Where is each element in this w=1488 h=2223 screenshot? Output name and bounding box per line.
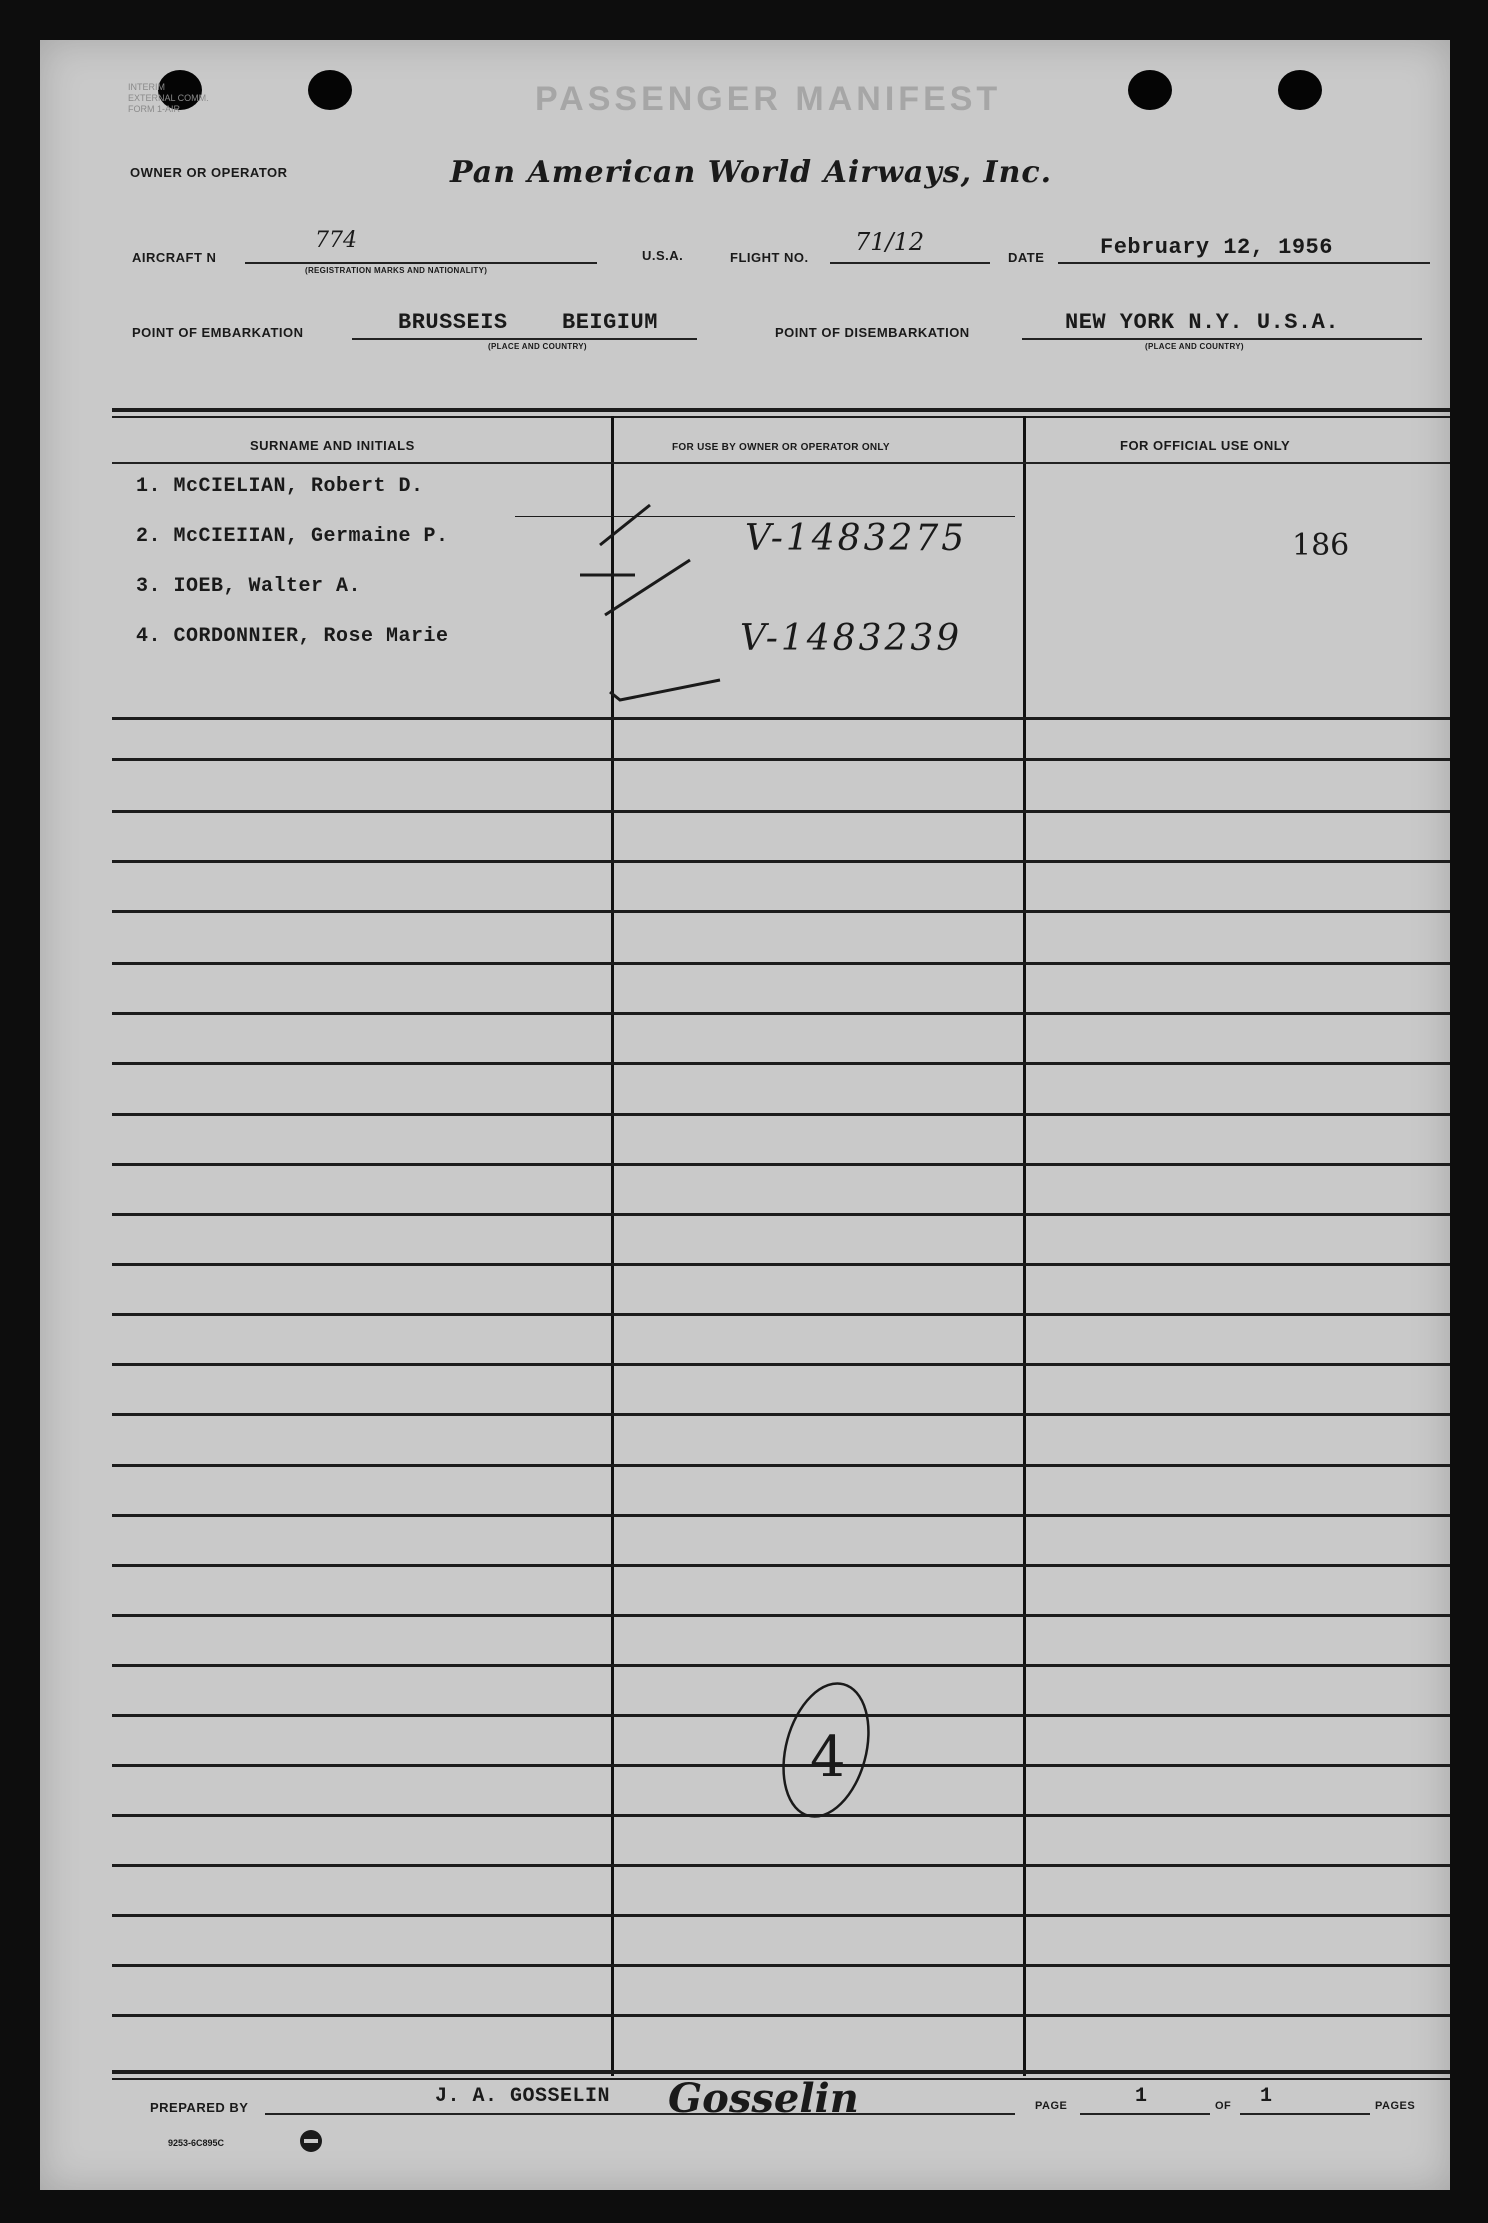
row-rule bbox=[112, 717, 1450, 720]
flight-label: FLIGHT NO. bbox=[730, 250, 809, 265]
form-code: 9253-6C895C bbox=[168, 2138, 225, 2148]
row-rule bbox=[112, 1514, 1450, 1517]
owner-label: OWNER OR OPERATOR bbox=[130, 165, 288, 180]
header-official: FOR OFFICIAL USE ONLY bbox=[1120, 438, 1291, 453]
prepared-label: PREPARED BY bbox=[150, 2100, 249, 2115]
row-rule bbox=[112, 1864, 1450, 1867]
row-rule bbox=[112, 810, 1450, 813]
check-marks bbox=[580, 460, 780, 720]
aircraft-underline bbox=[245, 262, 597, 264]
row-rule bbox=[112, 1664, 1450, 1667]
operator-number: V-1483239 bbox=[740, 618, 963, 659]
prepared-value: J. A. GOSSELIN bbox=[435, 2085, 611, 2108]
form-title: PASSENGER MANIFEST bbox=[535, 80, 1002, 118]
row-rule bbox=[112, 962, 1450, 965]
row-rule bbox=[112, 1413, 1450, 1416]
embark-sublabel: (PLACE AND COUNTRY) bbox=[488, 342, 587, 351]
passenger-name: 3. IOEB, Walter A. bbox=[136, 575, 362, 598]
embark-underline bbox=[352, 338, 697, 340]
passenger-name: 1. McCIELIAN, Robert D. bbox=[136, 475, 424, 498]
row-rule bbox=[112, 1464, 1450, 1467]
pages-label: PAGES bbox=[1375, 2100, 1416, 2112]
punch-hole bbox=[1128, 70, 1172, 110]
row-rule bbox=[112, 1263, 1450, 1266]
official-number: 186 bbox=[1292, 528, 1350, 563]
date-label: DATE bbox=[1008, 250, 1045, 265]
passenger-name: 4. CORDONNIER, Rose Marie bbox=[136, 625, 449, 648]
of-label: OF bbox=[1215, 2100, 1232, 2112]
of-underline bbox=[1240, 2113, 1370, 2115]
row-rule bbox=[112, 1113, 1450, 1116]
disembark-value: NEW YORK N.Y. U.S.A. bbox=[1065, 310, 1340, 335]
table-top-rule bbox=[112, 416, 1450, 418]
row-rule bbox=[112, 910, 1450, 913]
embark-city: BRUSSEIS bbox=[398, 310, 508, 335]
page-label: PAGE bbox=[1035, 2100, 1068, 2112]
row-rule bbox=[112, 1914, 1450, 1917]
of-value: 1 bbox=[1260, 2085, 1273, 2108]
row-rule bbox=[112, 1213, 1450, 1216]
embark-label: POINT OF EMBARKATION bbox=[132, 325, 304, 340]
owner-value: Pan American World Airways, Inc. bbox=[450, 155, 1053, 190]
row-rule bbox=[112, 1614, 1450, 1617]
form-stamp bbox=[128, 82, 209, 115]
stamp-line: EXTERNAL COMM. bbox=[128, 93, 209, 103]
header-surname: SURNAME AND INITIALS bbox=[250, 438, 415, 453]
usa-label: U.S.A. bbox=[642, 248, 684, 263]
disembark-sublabel: (PLACE AND COUNTRY) bbox=[1145, 342, 1244, 351]
flight-underline bbox=[830, 262, 990, 264]
row-rule bbox=[112, 860, 1450, 863]
table-bottom-rule bbox=[112, 2070, 1450, 2074]
header-operator: FOR USE BY OWNER OR OPERATOR ONLY bbox=[672, 442, 890, 453]
row-rule bbox=[112, 2014, 1450, 2017]
column-divider bbox=[1023, 416, 1026, 2076]
row-rule bbox=[112, 1964, 1450, 1967]
stamp-line: FORM 1-AIR bbox=[128, 104, 181, 114]
page-value: 1 bbox=[1135, 2085, 1148, 2108]
aircraft-label: AIRCRAFT N bbox=[132, 250, 217, 265]
punch-hole bbox=[1278, 70, 1322, 110]
date-value: February 12, 1956 bbox=[1100, 235, 1333, 260]
embark-country: BEIGIUM bbox=[562, 310, 658, 335]
circled-total: 4 bbox=[810, 1725, 846, 1790]
header-bottom-rule bbox=[112, 462, 1450, 464]
flight-value: 71/12 bbox=[855, 228, 925, 256]
row-rule bbox=[112, 1313, 1450, 1316]
date-underline bbox=[1058, 262, 1430, 264]
row-rule bbox=[515, 516, 1015, 517]
row-rule bbox=[112, 1062, 1450, 1065]
row-rule bbox=[112, 1363, 1450, 1366]
row-rule bbox=[112, 1163, 1450, 1166]
operator-number: V-1483275 bbox=[745, 518, 968, 559]
disembark-label: POINT OF DISEMBARKATION bbox=[775, 325, 970, 340]
stamp-line: INTERIM bbox=[128, 82, 165, 92]
prepared-underline bbox=[265, 2113, 1015, 2115]
row-rule bbox=[112, 1564, 1450, 1567]
union-bug-icon bbox=[298, 2128, 324, 2154]
row-rule bbox=[112, 758, 1450, 761]
aircraft-sublabel: (REGISTRATION MARKS AND NATIONALITY) bbox=[305, 266, 488, 275]
signature: Gosselin bbox=[668, 2075, 859, 2122]
row-rule bbox=[112, 1012, 1450, 1015]
page-underline bbox=[1080, 2113, 1210, 2115]
table-top-rule bbox=[112, 408, 1450, 412]
aircraft-value: 774 bbox=[315, 228, 357, 253]
passenger-name: 2. McCIEIIAN, Germaine P. bbox=[136, 525, 449, 548]
disembark-underline bbox=[1022, 338, 1422, 340]
punch-hole bbox=[308, 70, 352, 110]
manifest-sheet bbox=[40, 40, 1450, 2190]
